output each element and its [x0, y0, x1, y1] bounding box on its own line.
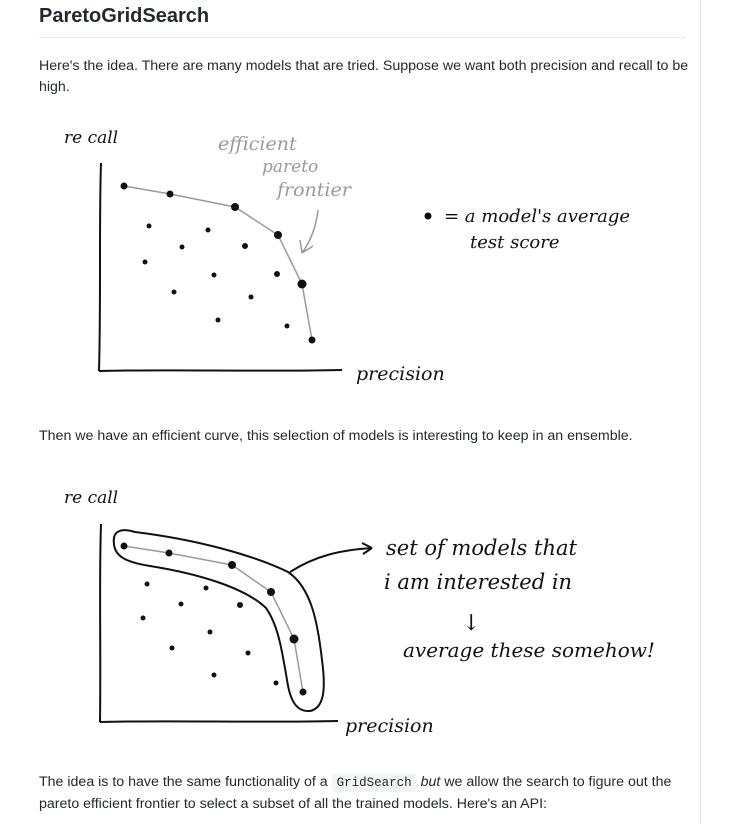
sketch1-precision-label: precision	[356, 363, 445, 385]
note-line1: set of models that	[386, 536, 577, 560]
note-line3: average these somehow!	[403, 638, 655, 662]
pareto-sketch-2	[0, 480, 700, 750]
sketch2-frontier-curve	[124, 546, 303, 692]
api-paragraph	[39, 772, 694, 815]
note-down-arrow: ↓	[462, 611, 481, 636]
pareto-sketch-1	[0, 120, 700, 395]
sketch1-recall-label: re call	[64, 128, 119, 148]
sketch1-frontier-label	[218, 133, 353, 201]
intro-paragraph: Here's the idea. There are many models that are tried. Suppose we want both precision and recall to be high.	[39, 58, 689, 95]
sketch1-frontier-curve	[124, 186, 312, 340]
note-line2: i am interested in	[384, 570, 573, 594]
api-paragraph-text-end: we allow the search to figure out the pareto efficient frontier to select a subset of all the trained models. Here's an API:	[39, 774, 672, 812]
sketch1-points	[121, 183, 316, 344]
efficient-curve-paragraph: Then we have an efficient curve, this selection of models is interesting to keep in an ensemble.	[39, 428, 633, 444]
frontier-enclosure	[114, 530, 324, 711]
sketch2-y-axis	[100, 524, 101, 722]
gridsearch-code: GridSearch	[332, 774, 417, 792]
sketch2-precision-label: precision	[345, 715, 434, 737]
page-title: ParetoGridSearch	[39, 5, 210, 27]
frontier-label-line2: pareto	[262, 157, 319, 177]
legend-line1: = a model's average	[444, 206, 631, 227]
sketch1-x-axis	[99, 370, 342, 371]
frontier-label-line1: efficient	[218, 133, 297, 155]
frontier-label-line3: frontier	[277, 179, 351, 201]
sketch2-x-axis	[100, 721, 338, 722]
sketch2-recall-label: re call	[64, 488, 119, 508]
legend-line2: test score	[470, 232, 560, 253]
frontier-pointer-arrow	[300, 210, 318, 253]
content-border	[700, 0, 701, 824]
sketch1-y-axis	[99, 163, 101, 371]
api-paragraph-text-start: The idea is to have the same functionality of a	[39, 774, 332, 790]
note-pointer-line	[290, 543, 372, 572]
legend-dot	[425, 213, 432, 220]
title-divider	[39, 37, 686, 38]
but-emphasis: but	[420, 774, 441, 790]
